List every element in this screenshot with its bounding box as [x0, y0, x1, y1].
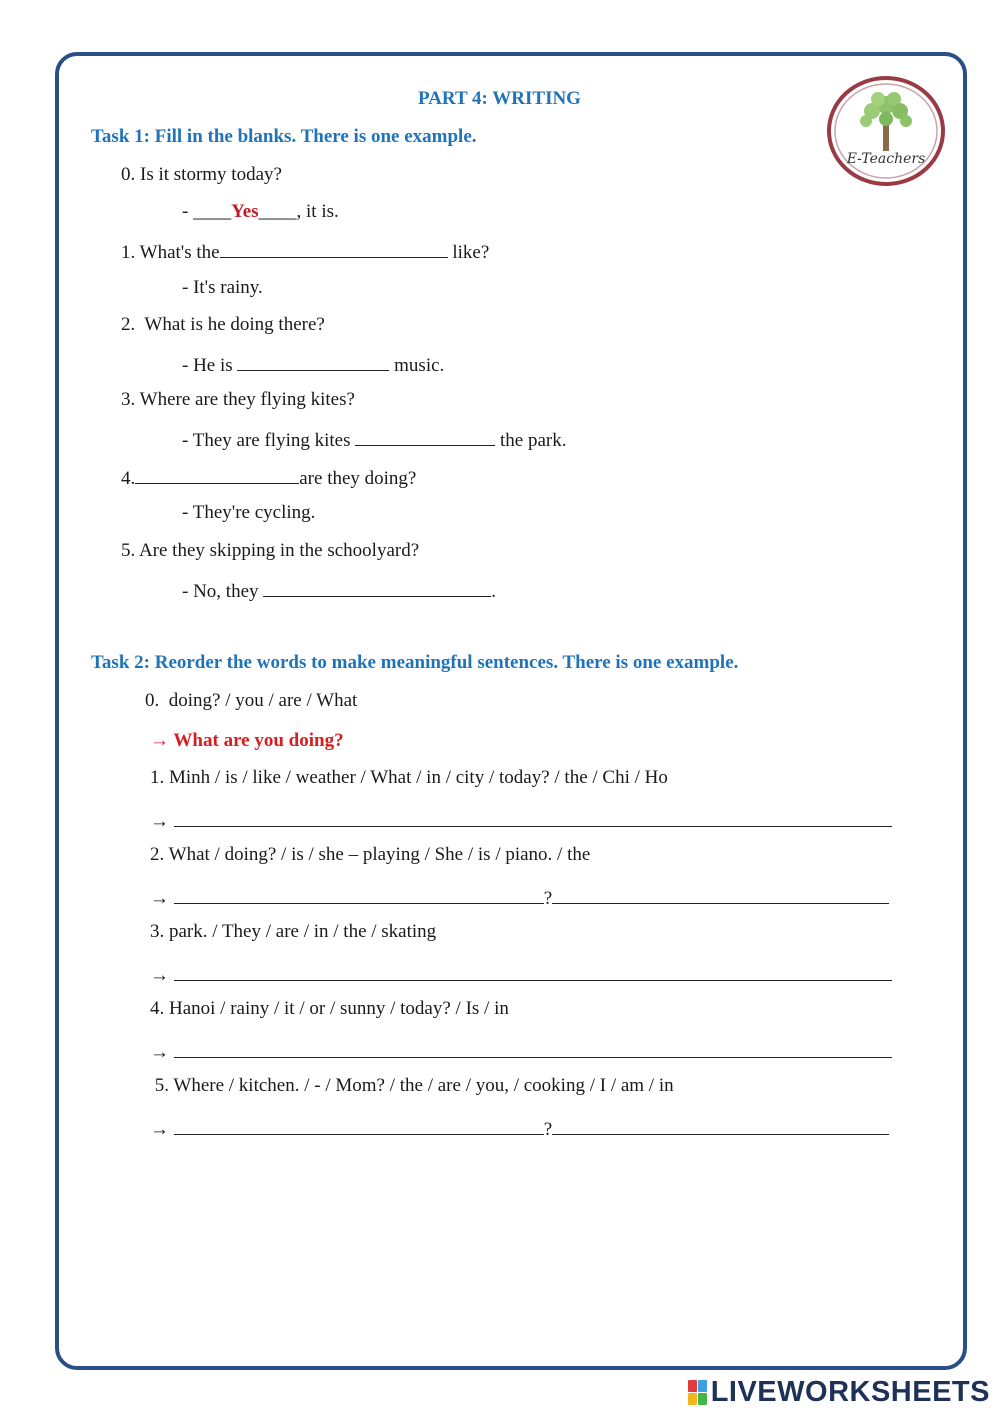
task1-question-2: 2. What is he doing there?	[121, 314, 325, 335]
task2-answer-line-2	[150, 885, 889, 910]
task1-question-4	[121, 465, 416, 490]
q1-text: 1. What's the	[121, 242, 220, 263]
arrow-icon: →	[150, 730, 169, 751]
task1-title: Task 1: Fill in the blanks. There is one example.	[91, 126, 477, 147]
answer-blank-3[interactable]	[174, 962, 892, 981]
a5-end: .	[491, 581, 497, 602]
liveworksheets-logo-icon	[688, 1380, 707, 1405]
arrow-icon: →	[150, 1042, 169, 1063]
blank-2[interactable]	[237, 352, 389, 371]
a3-start: - They are flying kites	[182, 430, 351, 451]
task2-answer-line-5	[150, 1116, 889, 1141]
task1-answer-1: - It's rainy.	[182, 277, 263, 298]
answer-blank-5a[interactable]	[174, 1116, 544, 1135]
task1-example-answer	[182, 201, 339, 223]
q4-end: are they doing?	[299, 468, 417, 489]
answer-suffix: ____, it is.	[258, 201, 339, 222]
e-teachers-logo	[826, 75, 946, 187]
task2-answer-line-3	[150, 962, 892, 987]
arrow-icon: →	[150, 1119, 169, 1140]
blank-4[interactable]	[135, 465, 299, 484]
task1-question-1	[121, 239, 489, 264]
task2-question-1: 1. Minh / is / like / weather / What / in / city / today? / the / Chi / Ho	[150, 767, 668, 788]
task2-answer-line-1	[150, 808, 892, 833]
a5-start: - No, they	[182, 581, 259, 602]
answer-blank-2a[interactable]	[174, 885, 544, 904]
answer-blank-1[interactable]	[174, 808, 892, 827]
task2-answer-line-4	[150, 1039, 892, 1064]
task2-title: Task 2: Reorder the words to make meaningful sentences. There is one example.	[91, 652, 739, 673]
liveworksheets-footer	[688, 1376, 990, 1408]
logo-text: E-Teachers	[846, 151, 926, 167]
part-title: PART 4: WRITING	[418, 88, 581, 109]
task1-example-question: 0. Is it stormy today?	[121, 164, 282, 185]
a2-end: music.	[394, 355, 445, 376]
task2-question-5: 5. Where / kitchen. / - / Mom? / the / are / you, / cooking / I / am / in	[150, 1075, 674, 1096]
task2-example-question: 0. doing? / you / are / What	[145, 690, 358, 711]
task2-question-2: 2. What / doing? / is / she – playing / She / is / piano. / the	[150, 844, 591, 865]
task1-question-3: 3. Where are they flying kites?	[121, 389, 355, 410]
answer-blank-2b[interactable]	[552, 885, 889, 904]
blank-5[interactable]	[263, 578, 491, 597]
question-mark: ?	[543, 888, 553, 909]
question-mark: ?	[543, 1119, 553, 1140]
task1-answer-2	[182, 352, 444, 377]
arrow-icon: →	[150, 965, 169, 986]
liveworksheets-brand-text: LIVEWORKSHEETS	[710, 1375, 990, 1408]
a3-end: the park.	[500, 430, 567, 451]
task2-example-answer	[150, 730, 344, 752]
blank-1[interactable]	[220, 239, 448, 258]
task1-answer-5	[182, 578, 496, 603]
tree-icon	[826, 75, 946, 187]
task2-question-3: 3. park. / They / are / in / the / skating	[150, 921, 437, 942]
task2-question-4: 4. Hanoi / rainy / it / or / sunny / today? / Is / in	[150, 998, 509, 1019]
q1-end: like?	[452, 242, 490, 263]
arrow-icon: →	[150, 811, 169, 832]
a2-start: - He is	[182, 355, 233, 376]
example-answer-word: Yes	[231, 201, 259, 222]
blank-3[interactable]	[355, 427, 495, 446]
example-answer-text: What are you doing?	[173, 730, 344, 751]
q4-start: 4.	[121, 468, 136, 489]
arrow-icon: →	[150, 888, 169, 909]
task1-question-5: 5. Are they skipping in the schoolyard?	[121, 540, 420, 561]
answer-prefix: - ____	[182, 201, 232, 222]
answer-blank-4[interactable]	[174, 1039, 892, 1058]
task1-answer-3	[182, 427, 566, 452]
answer-blank-5b[interactable]	[552, 1116, 889, 1135]
task1-answer-4: - They're cycling.	[182, 502, 316, 523]
